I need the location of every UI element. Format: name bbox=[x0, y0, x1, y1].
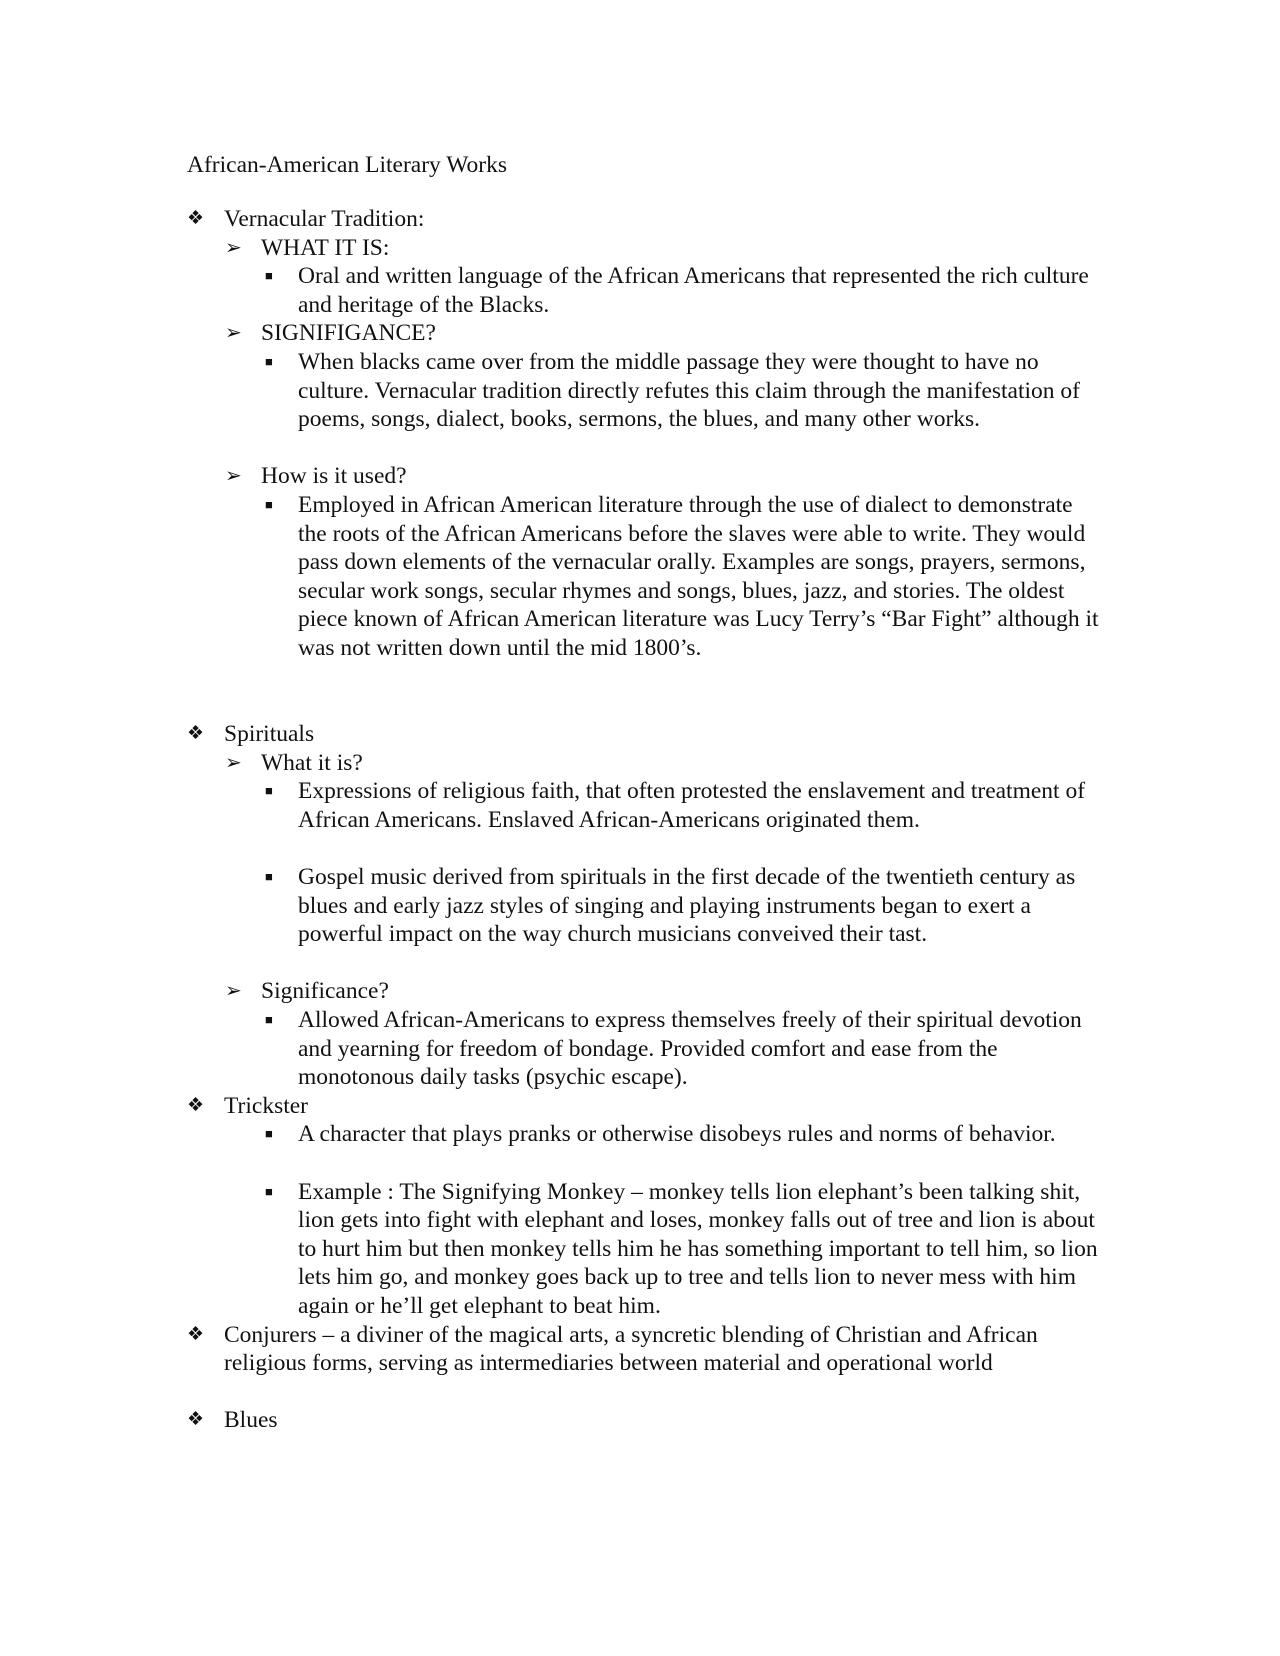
section-heading: Conjurers – a diviner of the magical arts, a syncretic blending of Christian and African religious forms, serving as intermediaries between material and operational world bbox=[224, 1321, 1038, 1377]
section-vernacular-tradition bbox=[0, 205, 1280, 691]
diamond-bullet-icon: ❖ bbox=[187, 723, 205, 744]
section-heading: Trickster bbox=[224, 1092, 308, 1119]
diamond-bullet-icon: ❖ bbox=[187, 1409, 205, 1431]
bullet-text: A character that plays pranks or otherwise disobeys rules and norms of behavior. bbox=[298, 1121, 1056, 1148]
section-heading: Blues bbox=[224, 1407, 278, 1434]
arrow-bullet-icon: ➢ bbox=[225, 751, 242, 774]
square-bullet-icon: ■ bbox=[265, 868, 273, 884]
square-bullet-icon: ■ bbox=[265, 1011, 273, 1027]
section-trickster bbox=[0, 1092, 1280, 1121]
arrow-bullet-icon: ➢ bbox=[225, 322, 242, 345]
diamond-bullet-icon: ❖ bbox=[187, 1323, 205, 1345]
arrow-bullet-icon: ➢ bbox=[225, 236, 242, 259]
diamond-bullet-icon: ❖ bbox=[187, 1094, 205, 1116]
section-heading: Vernacular Tradition: bbox=[224, 206, 425, 232]
arrow-bullet-icon: ➢ bbox=[225, 465, 242, 488]
square-bullet-icon: ■ bbox=[265, 1183, 273, 1199]
square-bullet-icon: ■ bbox=[265, 496, 273, 512]
subsection-heading: How is it used? bbox=[261, 463, 407, 490]
bullet-text: When blacks came over from the middle passage they were thought to have no culture. Vernacular tradition directly refutes this claim through the manifestation of poems, songs, dialect, books, sermons, the blues, and many other works. bbox=[298, 348, 1080, 433]
subsection-heading: SIGNIFIGANCE? bbox=[261, 320, 436, 347]
diamond-bullet-icon: ❖ bbox=[187, 208, 205, 229]
subsection-heading: Significance? bbox=[261, 978, 389, 1005]
square-bullet-icon: ■ bbox=[265, 783, 273, 799]
bullet-text: Allowed African-Americans to express themselves freely of their spiritual devotion and yearning for freedom of bondage. Provided comfort and ease from the monotonous daily tasks (psychic escape). bbox=[298, 1006, 1082, 1091]
bullet-text: Employed in African American literature through the use of dialect to demonstrate the roots of the African Americans before the slaves were able to write. They would pass down elements of the vernacular orally. Examples are songs, prayers, sermons, secular work songs, secular rhymes and songs, blues, jazz, and stories. The oldest piece known of African American literature was Lucy Terry’s “Bar Fight” although it was not written down until the mid 1800’s. bbox=[298, 491, 1099, 661]
bullet-text: Oral and written language of the African Americans that represented the rich culture and heritage of the Blacks. bbox=[298, 263, 1089, 318]
section-spirituals bbox=[0, 720, 1280, 1435]
square-bullet-icon: ■ bbox=[265, 353, 273, 369]
bullet-text: Gospel music derived from spirituals in the first decade of the twentieth century as blues and early jazz styles of singing and playing instruments began to exert a powerful impact on the way church musicians conveived their tast. bbox=[298, 863, 1076, 948]
section-conjurers bbox=[0, 1321, 1280, 1407]
square-bullet-icon: ■ bbox=[265, 268, 273, 284]
subsection-heading: WHAT IT IS: bbox=[261, 234, 390, 261]
bullet-text: Expressions of religious faith, that often protested the enslavement and treatment of African Americans. Enslaved African-Americans originated them. bbox=[298, 778, 1086, 833]
arrow-bullet-icon: ➢ bbox=[225, 980, 242, 1003]
section-heading: Spirituals bbox=[224, 721, 315, 747]
bullet-text: Example : The Signifying Monkey – monkey tells lion elephant’s been talking shit, lion gets into fight with elephant and loses, monkey falls out of tree and lion is about to hurt him but then monkey tells him he has something important to tell him, so lion lets him go, and monkey goes back up to tree and tells lion to never mess with him again or he’ll get elephant to beat him. bbox=[298, 1178, 1098, 1319]
square-bullet-icon: ■ bbox=[265, 1126, 273, 1142]
document-title: African-American Literary Works bbox=[187, 152, 508, 178]
subsection-heading: What it is? bbox=[261, 749, 363, 776]
section-blues bbox=[0, 1406, 1280, 1435]
